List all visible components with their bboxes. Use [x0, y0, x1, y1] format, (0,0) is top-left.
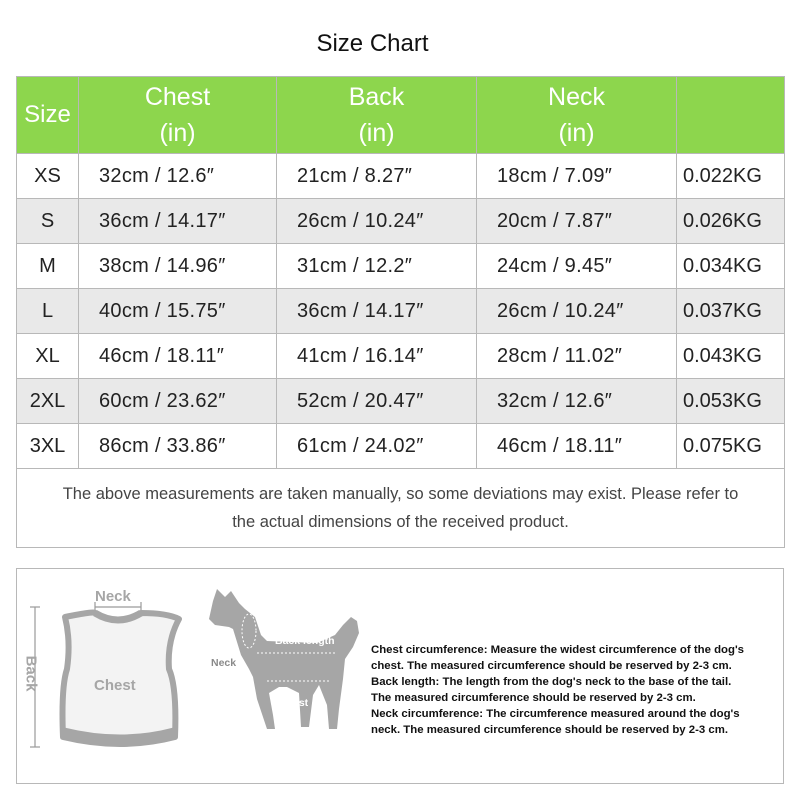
table-row — [17, 334, 785, 379]
cell-weight: 0.037KG — [677, 289, 785, 334]
header-back-unit: (in) — [358, 119, 395, 147]
dog-silhouette-icon — [17, 569, 377, 783]
table-header-row — [17, 77, 785, 154]
cell-neck: 18cm / 7.09″ — [477, 154, 677, 199]
cell-back: 61cm / 24.02″ — [277, 424, 477, 469]
header-back-label: Back — [348, 83, 405, 111]
cell-chest: 38cm / 14.96″ — [79, 244, 277, 289]
cell-back: 36cm / 14.17″ — [277, 289, 477, 334]
table-note-row — [17, 469, 785, 548]
instruction-line: Chest circumference: Measure the widest circumference of the dog's — [371, 644, 745, 656]
vest-label-neck: Neck — [95, 588, 131, 605]
vest-label-back: Back — [22, 655, 40, 692]
vest-label-chest: Chest — [94, 677, 136, 694]
cell-neck: 46cm / 18.11″ — [477, 424, 677, 469]
cell-chest: 86cm / 33.86″ — [79, 424, 277, 469]
instruction-line: Neck circumference: The circumference measured around the dog's — [371, 708, 740, 720]
cell-back: 26cm / 10.24″ — [277, 199, 477, 244]
cell-weight: 0.075KG — [677, 424, 785, 469]
cell-size: L — [17, 289, 79, 334]
measurement-instructions — [371, 642, 776, 738]
cell-size: 3XL — [17, 424, 79, 469]
cell-size: S — [17, 199, 79, 244]
cell-neck: 26cm / 10.24″ — [477, 289, 677, 334]
header-weight — [677, 77, 785, 154]
table-row — [17, 289, 785, 334]
table-row — [17, 424, 785, 469]
cell-size: XL — [17, 334, 79, 379]
dog-label-chest: Chest — [279, 697, 309, 709]
cell-neck: 20cm / 7.87″ — [477, 199, 677, 244]
instruction-line: Back length: The length from the dog's neck to the base of the tail. — [371, 676, 732, 688]
cell-neck: 24cm / 9.45″ — [477, 244, 677, 289]
instruction-line: chest. The measured circumference should be reserved by 2-3 cm. — [371, 660, 732, 672]
cell-chest: 60cm / 23.62″ — [79, 379, 277, 424]
header-chest — [79, 77, 277, 154]
table-row — [17, 244, 785, 289]
cell-chest: 46cm / 18.11″ — [79, 334, 277, 379]
header-neck-label: Neck — [548, 83, 605, 111]
header-neck — [477, 77, 677, 154]
cell-back: 41cm / 16.14″ — [277, 334, 477, 379]
cell-weight: 0.043KG — [677, 334, 785, 379]
cell-weight: 0.034KG — [677, 244, 785, 289]
header-back — [277, 77, 477, 154]
page-title: Size Chart — [316, 30, 429, 57]
cell-chest: 36cm / 14.17″ — [79, 199, 277, 244]
measurement-note-line-2: the actual dimensions of the received product. — [232, 513, 569, 531]
size-table — [16, 76, 785, 548]
table-row — [17, 379, 785, 424]
table-row — [17, 154, 785, 199]
cell-back: 52cm / 20.47″ — [277, 379, 477, 424]
cell-chest: 40cm / 15.75″ — [79, 289, 277, 334]
header-chest-unit: (in) — [159, 119, 196, 147]
dog-label-back-length: Back length — [275, 635, 335, 647]
cell-weight: 0.022KG — [677, 154, 785, 199]
instruction-line: neck. The measured circumference should be reserved by 2-3 cm. — [371, 724, 729, 736]
cell-chest: 32cm / 12.6″ — [79, 154, 277, 199]
cell-size: M — [17, 244, 79, 289]
header-neck-unit: (in) — [558, 119, 595, 147]
instruction-line: The measured circumference should be reserved by 2-3 cm. — [371, 692, 696, 704]
cell-weight: 0.026KG — [677, 199, 785, 244]
cell-weight: 0.053KG — [677, 379, 785, 424]
cell-back: 21cm / 8.27″ — [277, 154, 477, 199]
cell-neck: 32cm / 12.6″ — [477, 379, 677, 424]
measurement-note-line-1: The above measurements are taken manually, so some deviations may exist. Please refer to — [62, 485, 739, 503]
header-size: Size — [17, 77, 79, 154]
cell-neck: 28cm / 11.02″ — [477, 334, 677, 379]
cell-size: XS — [17, 154, 79, 199]
measurement-diagram — [16, 568, 784, 784]
cell-back: 31cm / 12.2″ — [277, 244, 477, 289]
header-chest-label: Chest — [144, 83, 211, 111]
cell-size: 2XL — [17, 379, 79, 424]
table-row — [17, 199, 785, 244]
dog-label-neck: Neck — [211, 657, 237, 669]
measurement-note — [17, 469, 785, 548]
